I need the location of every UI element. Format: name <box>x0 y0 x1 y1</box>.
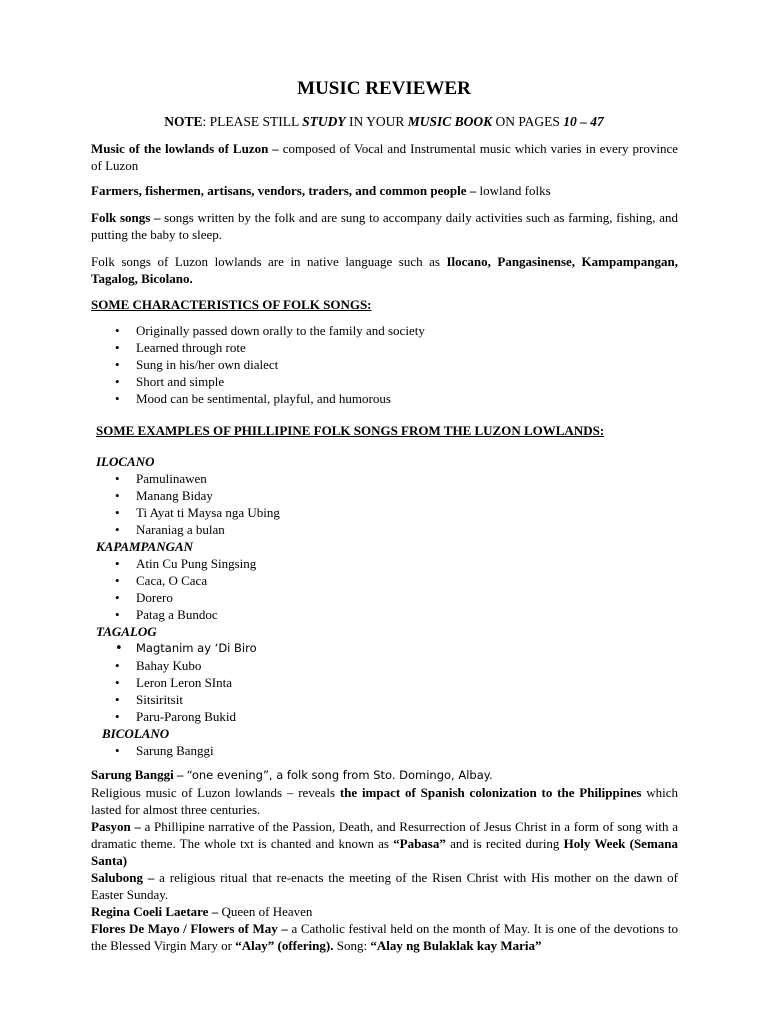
dash: – <box>173 767 187 782</box>
list-item: • Paru-Parong Bukid <box>91 708 678 725</box>
list-item: • Dorero <box>91 589 678 606</box>
paragraph-native-language <box>91 253 678 287</box>
list-item: • Manang Biday <box>91 487 678 504</box>
examples-heading: SOME EXAMPLES OF PHILLIPINE FOLK SONGS FROM THE LUZON LOWLANDS: <box>96 423 605 438</box>
term: Sarung Banggi <box>91 767 174 782</box>
paragraph-salubong <box>91 869 678 903</box>
term: Farmers, fishermen, artisans, vendors, traders, and common people – <box>91 183 477 198</box>
characteristics-heading: SOME CHARACTERISTICS OF FOLK SONGS: <box>91 297 372 312</box>
emphasis: the impact of Spanish colonization to the Philippines <box>339 785 642 800</box>
religious-music-section <box>91 766 678 954</box>
paragraph-regina-coeli <box>91 903 678 920</box>
note-label: NOTE <box>164 114 203 129</box>
definition: “one evening”, a folk song from Sto. Domingo, Albay. <box>186 768 493 782</box>
definition: a religious ritual that re-enacts the meeting of the Risen Christ with His mother on the dawn of Easter Sunday. <box>91 870 678 902</box>
group-bicolano: BICOLANO <box>102 726 170 741</box>
list-item: • Magtanim ay ‘Di Biro <box>91 640 678 657</box>
list-item: • Sitsiritsit <box>91 691 678 708</box>
emphasis: “Pabasa” <box>393 836 446 851</box>
paragraph-flores-de-mayo <box>91 920 678 954</box>
paragraph-religious-music <box>91 784 678 818</box>
emphasis: Holy Week (Semana Santa) <box>91 836 679 868</box>
note-pages: 10 – 47 <box>563 114 604 129</box>
list-item: • Sung in his/her own dialect <box>91 356 678 373</box>
list-item: • Learned through rote <box>91 339 678 356</box>
list-item: • Originally passed down orally to the family and society <box>91 322 678 339</box>
definition: and is recited during <box>445 836 564 851</box>
list-item: • Caca, O Caca <box>91 572 678 589</box>
term: Folk songs – <box>91 210 161 225</box>
note-text: IN YOUR <box>345 114 408 129</box>
paragraph-lowland-folks <box>91 182 678 199</box>
list-item: • Leron Leron SInta <box>91 674 678 691</box>
paragraph-folk-songs <box>91 209 678 243</box>
list-item: • Patag a Bundoc <box>91 606 678 623</box>
list-item: • Mood can be sentimental, playful, and humorous <box>91 390 678 407</box>
term: Music of the lowlands of Luzon – <box>91 141 279 156</box>
list-item: • Pamulinawen <box>91 470 678 487</box>
paragraph-lowland-music <box>91 140 678 174</box>
term: Regina Coeli Laetare – <box>91 904 219 919</box>
list-item: • Atin Cu Pung Singsing <box>91 555 678 572</box>
paragraph-pasyon <box>91 818 678 869</box>
list-item: • Sarung Banggi <box>91 742 678 759</box>
group-tagalog: TAGALOG <box>96 624 157 639</box>
definition: songs written by the folk and are sung to accompany daily activities such as farming, fishing, and putting the baby to sleep. <box>91 210 678 242</box>
term: Pasyon – <box>91 819 141 834</box>
examples-list <box>91 453 678 759</box>
definition: composed of Vocal and Instrumental music which varies in every province of Luzon <box>91 141 678 173</box>
group-kapampangan: KAPAMPANGAN <box>96 539 194 554</box>
characteristics-list <box>91 322 678 407</box>
emphasis: “Alay” (offering). <box>235 938 334 953</box>
note-study: STUDY <box>302 114 346 129</box>
group-ilocano: ILOCANO <box>96 454 155 469</box>
emphasis: “Alay ng Bulaklak kay Maria” <box>370 938 542 953</box>
definition: Queen of Heaven <box>218 904 313 919</box>
definition: Religious music of Luzon lowlands – reveals <box>91 785 340 800</box>
study-note <box>0 113 768 130</box>
languages: Ilocano, Pangasinense, Kampampangan, Tagalog, Bicolano. <box>91 254 678 286</box>
list-item: • Ti Ayat ti Maysa nga Ubing <box>91 504 678 521</box>
definition: lowland folks <box>476 183 551 198</box>
list-item: • Naraniag a bulan <box>91 521 678 538</box>
document-title: MUSIC REVIEWER <box>297 78 471 99</box>
paragraph-sarung-banggi <box>91 766 678 784</box>
definition: Song: <box>333 938 371 953</box>
term: Flores De Mayo / Flowers of May – <box>91 921 288 936</box>
note-text: : PLEASE STILL <box>202 114 303 129</box>
note-book: MUSIC BOOK <box>407 114 493 129</box>
definition: a Catholic festival held on the month of May. It is one of the devotions to the Blessed Virgin Mary or <box>91 921 678 953</box>
note-text: ON PAGES <box>492 114 564 129</box>
definition: which lasted for almost three centuries. <box>91 785 678 817</box>
definition: a Phillipine narrative of the Passion, Death, and Resurrection of Jesus Christ in a form of song with a dramatic theme. The whole txt is chanted and known as <box>91 819 678 851</box>
list-item: • Short and simple <box>91 373 678 390</box>
list-item: • Bahay Kubo <box>91 657 678 674</box>
term: Salubong – <box>91 870 155 885</box>
definition: Folk songs of Luzon lowlands are in native language such as <box>91 254 447 269</box>
